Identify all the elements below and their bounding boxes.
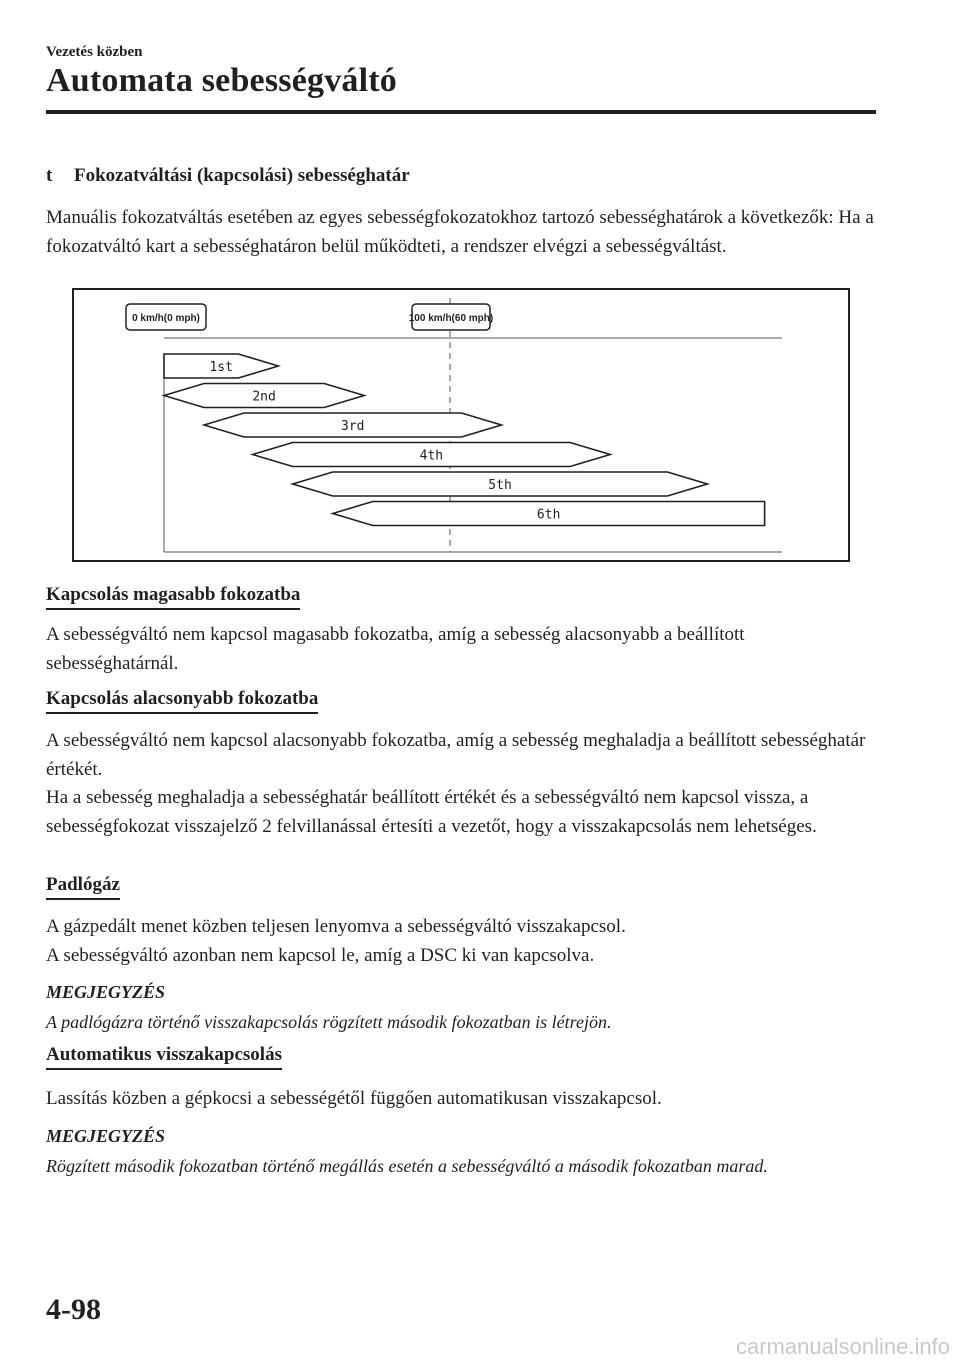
intro-paragraph: Manuális fokozatváltás esetében az egyes sebességfokozatokhoz tartozó sebességhatárok a következők: Ha a fokozatváltó kart a sebességhatáron belül működteti, a rendszer elvégzi a sebességváltást.	[46, 207, 874, 257]
auto-downshift-note-text: Rögzített második fokozatban történő megállás esetén a sebességváltó a második fokozatban marad.	[46, 1156, 768, 1176]
auto-downshift-heading: Automatikus visszakapcsolás	[46, 1044, 282, 1070]
page-title: Automata sebességváltó	[46, 62, 397, 99]
gear-label-3rd: 3rd	[341, 419, 365, 434]
kickdown-text-2: A sebességváltó azonban nem kapcsol le, amíg a DSC ki van kapcsolva.	[46, 945, 595, 966]
downshift-text-2: Ha a sebesség meghaladja a sebességhatár beállított értékét és a sebességváltó nem kapcsol vissza, a sebességfokozat visszajelző 2 felvillanással értesíti a vezetőt, hogy a visszakapcsolás nem lehetséges.	[46, 787, 817, 837]
gear-label-1st: 1st	[209, 360, 233, 375]
downshift-heading: Kapcsolás alacsonyabb fokozatba	[46, 688, 318, 714]
gear-label-5th: 5th	[488, 478, 512, 493]
gear-label-2nd: 2nd	[252, 389, 276, 405]
downshift-text-1: A sebességváltó nem kapcsol alacsonyabb fokozatba, amíg a sebesség meghaladja a beállított sebességhatár értékét.	[46, 730, 866, 780]
upshift-text: A sebességváltó nem kapcsol magasabb fokozatba, amíg a sebesség alacsonyabb a beállított sebességhatárnál.	[46, 624, 745, 674]
kickdown-text-1: A gázpedált menet közben teljesen lenyomva a sebességváltó visszakapcsol.	[46, 916, 626, 937]
gear-label-6th: 6th	[536, 507, 561, 523]
title-rule	[46, 110, 876, 114]
speed-label-0: 0 km/h(0 mph)	[132, 313, 200, 324]
kickdown-note-label: MEGJEGYZÉS	[46, 982, 166, 1002]
auto-downshift-note-label: MEGJEGYZÉS	[46, 1126, 166, 1146]
shift-speed-svg	[74, 290, 848, 560]
page-number: 4-98	[46, 1293, 101, 1326]
gear-label-4th: 4th	[419, 448, 444, 464]
kickdown-heading: Padlógáz	[46, 874, 120, 900]
auto-downshift-text: Lassítás közben a gépkocsi a sebességétől függően automatikusan visszakapcsol.	[46, 1088, 662, 1109]
section-heading	[46, 165, 410, 187]
speed-label-100: 100 km/h(60 mph)	[408, 313, 494, 324]
breadcrumb: Vezetés közben	[46, 44, 143, 60]
section-heading-text: Fokozatváltási (kapcsolási) sebességhatár	[74, 165, 410, 186]
upshift-heading: Kapcsolás magasabb fokozatba	[46, 584, 300, 610]
bullet-icon: t	[46, 165, 53, 186]
watermark[interactable]: carmanualsonline.info	[735, 1334, 950, 1359]
shift-speed-diagram	[72, 288, 850, 562]
kickdown-note-text: A padlógázra történő visszakapcsolás rögzített második fokozatban is létrejön.	[46, 1012, 612, 1032]
